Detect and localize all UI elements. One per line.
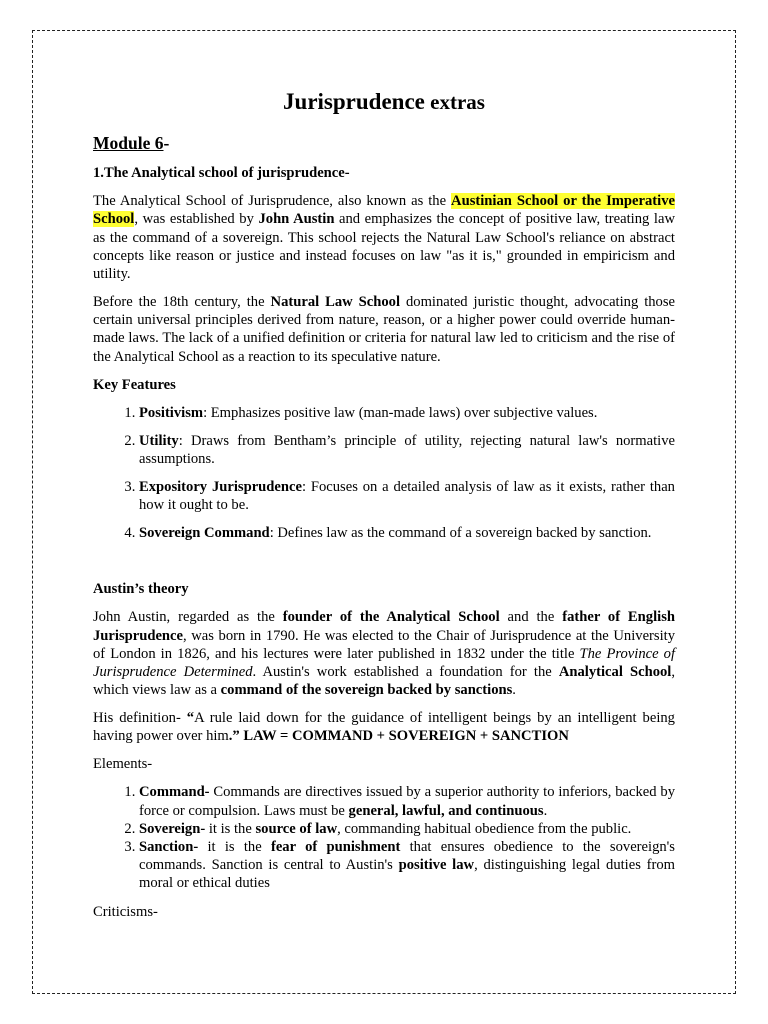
list-item — [139, 838, 675, 893]
intro-text-b: , was established by — [134, 211, 259, 228]
history-paragraph — [93, 293, 675, 366]
text: , commanding habitual obedience from the public. — [337, 820, 632, 837]
quote-mark: “ — [186, 710, 195, 727]
bold-text: positive law — [398, 857, 475, 874]
highlighted-school-name: Austinian School or the Imperative School — [93, 193, 675, 228]
title-rest: extras — [424, 90, 485, 114]
text: . Austin's work established a foundation for the — [252, 664, 559, 681]
element-term: Command- — [139, 784, 210, 801]
key-features-heading: Key Features — [93, 376, 176, 393]
feature-term: Utility — [139, 432, 179, 449]
list-item — [139, 404, 675, 422]
feature-text: : Draws from Bentham’s principle of utility, rejecting natural law's normative assumptions. — [139, 432, 675, 468]
text: that ensures obedience to the sovereign's commands. Sanction is central to Austin's — [139, 839, 675, 874]
document-body — [93, 86, 675, 931]
feature-term: Sovereign Command — [139, 525, 270, 542]
history-text-a: Before the 18th century, the — [93, 294, 271, 311]
definition-quote: A rule laid down for the guidance of intelligent beings by an intelligent being having power over him — [93, 710, 675, 745]
book-title: The Province of Jurisprudence Determined — [93, 645, 676, 681]
list-item — [139, 524, 675, 542]
bold-text: source of law — [255, 820, 338, 837]
element-term: Sanction- — [139, 839, 199, 856]
bold-text: fear of punishment — [270, 839, 401, 856]
austin-theory-heading: Austin’s theory — [93, 581, 189, 598]
spacer — [93, 552, 675, 580]
natural-law-school-bold: Natural Law School — [270, 294, 401, 311]
elements-heading: Elements- — [93, 756, 153, 773]
text: . — [512, 682, 516, 699]
criticisms-heading: Criticisms- — [93, 903, 158, 920]
section-heading: 1.The Analytical school of jurisprudence- — [93, 165, 350, 181]
intro-text-a: The Analytical School of Jurisprudence, also known as the — [93, 193, 452, 210]
module-heading — [93, 131, 675, 155]
title-main: Jurisprudence — [283, 89, 425, 114]
bold-text: father of English Jurisprudence — [93, 609, 675, 644]
text: Commands are directives issued by a superior authority to inferiors, backed by force or compulsion. Laws must be — [139, 784, 675, 819]
text: and the — [499, 609, 563, 626]
feature-text: : Focuses on a detailed analysis of law as it exists, rather than how it ought to be. — [139, 479, 675, 514]
bold-text: Analytical School — [558, 664, 672, 681]
text: John Austin, regarded as the — [93, 609, 283, 626]
module-label: Module 6 — [93, 133, 164, 153]
feature-term: Positivism — [139, 404, 204, 421]
text: it is the — [198, 839, 271, 856]
page-title — [93, 86, 675, 121]
law-formula: LAW = COMMAND + SOVEREIGN + SANCTION — [239, 728, 569, 745]
intro-paragraph — [93, 192, 675, 283]
text: , which views law as a — [93, 664, 675, 699]
feature-text: : Emphasizes positive law (man-made laws) over subjective values. — [203, 404, 598, 421]
list-item — [139, 478, 675, 514]
bold-text: command of the sovereign backed by sanctions — [220, 682, 513, 699]
definition-label: His definition- — [93, 710, 187, 727]
text: . — [543, 802, 548, 819]
feature-text: : Defines law as the command of a sovereign backed by sanction. — [269, 525, 652, 542]
element-term: Sovereign- — [139, 820, 206, 837]
history-text-b: dominated juristic thought, advocating those certain universal principles derived from nature, reason, or a higher power could override human-made laws. The lack of a unified definition or criteria for natural law led to criticism and the rise of the Analytical School as a reaction to its speculative nature. — [93, 294, 676, 365]
quote-mark: .” — [228, 728, 240, 745]
austin-paragraph — [93, 608, 675, 699]
definition-paragraph — [93, 709, 675, 745]
john-austin-bold: John Austin — [258, 211, 335, 228]
elements-list — [93, 783, 675, 892]
intro-text-c: and emphasizes the concept of positive law, treating law as the command of a sovereign. This school rejects the Natural Law School's reliance on abstract concepts like reason or justice and instead focuses on law "as it is," grounded in empiricism and utility. — [93, 211, 675, 283]
list-item — [139, 432, 675, 468]
text: , distinguishing legal duties from moral or ethical duties — [139, 857, 675, 892]
text: it is the — [205, 820, 256, 837]
text: , was born in 1790. He was elected to the Chair of Jurisprudence at the University of London in 1826, and his lectures were later published in 1832 under the title — [93, 627, 675, 662]
feature-term: Expository Jurisprudence — [139, 479, 302, 496]
list-item — [139, 820, 675, 838]
list-item — [139, 783, 675, 819]
bold-text: general, lawful, and continuous — [348, 802, 544, 819]
key-features-list — [93, 404, 675, 543]
module-suffix: - — [163, 133, 170, 153]
bold-text: founder of the Analytical School — [282, 609, 500, 626]
